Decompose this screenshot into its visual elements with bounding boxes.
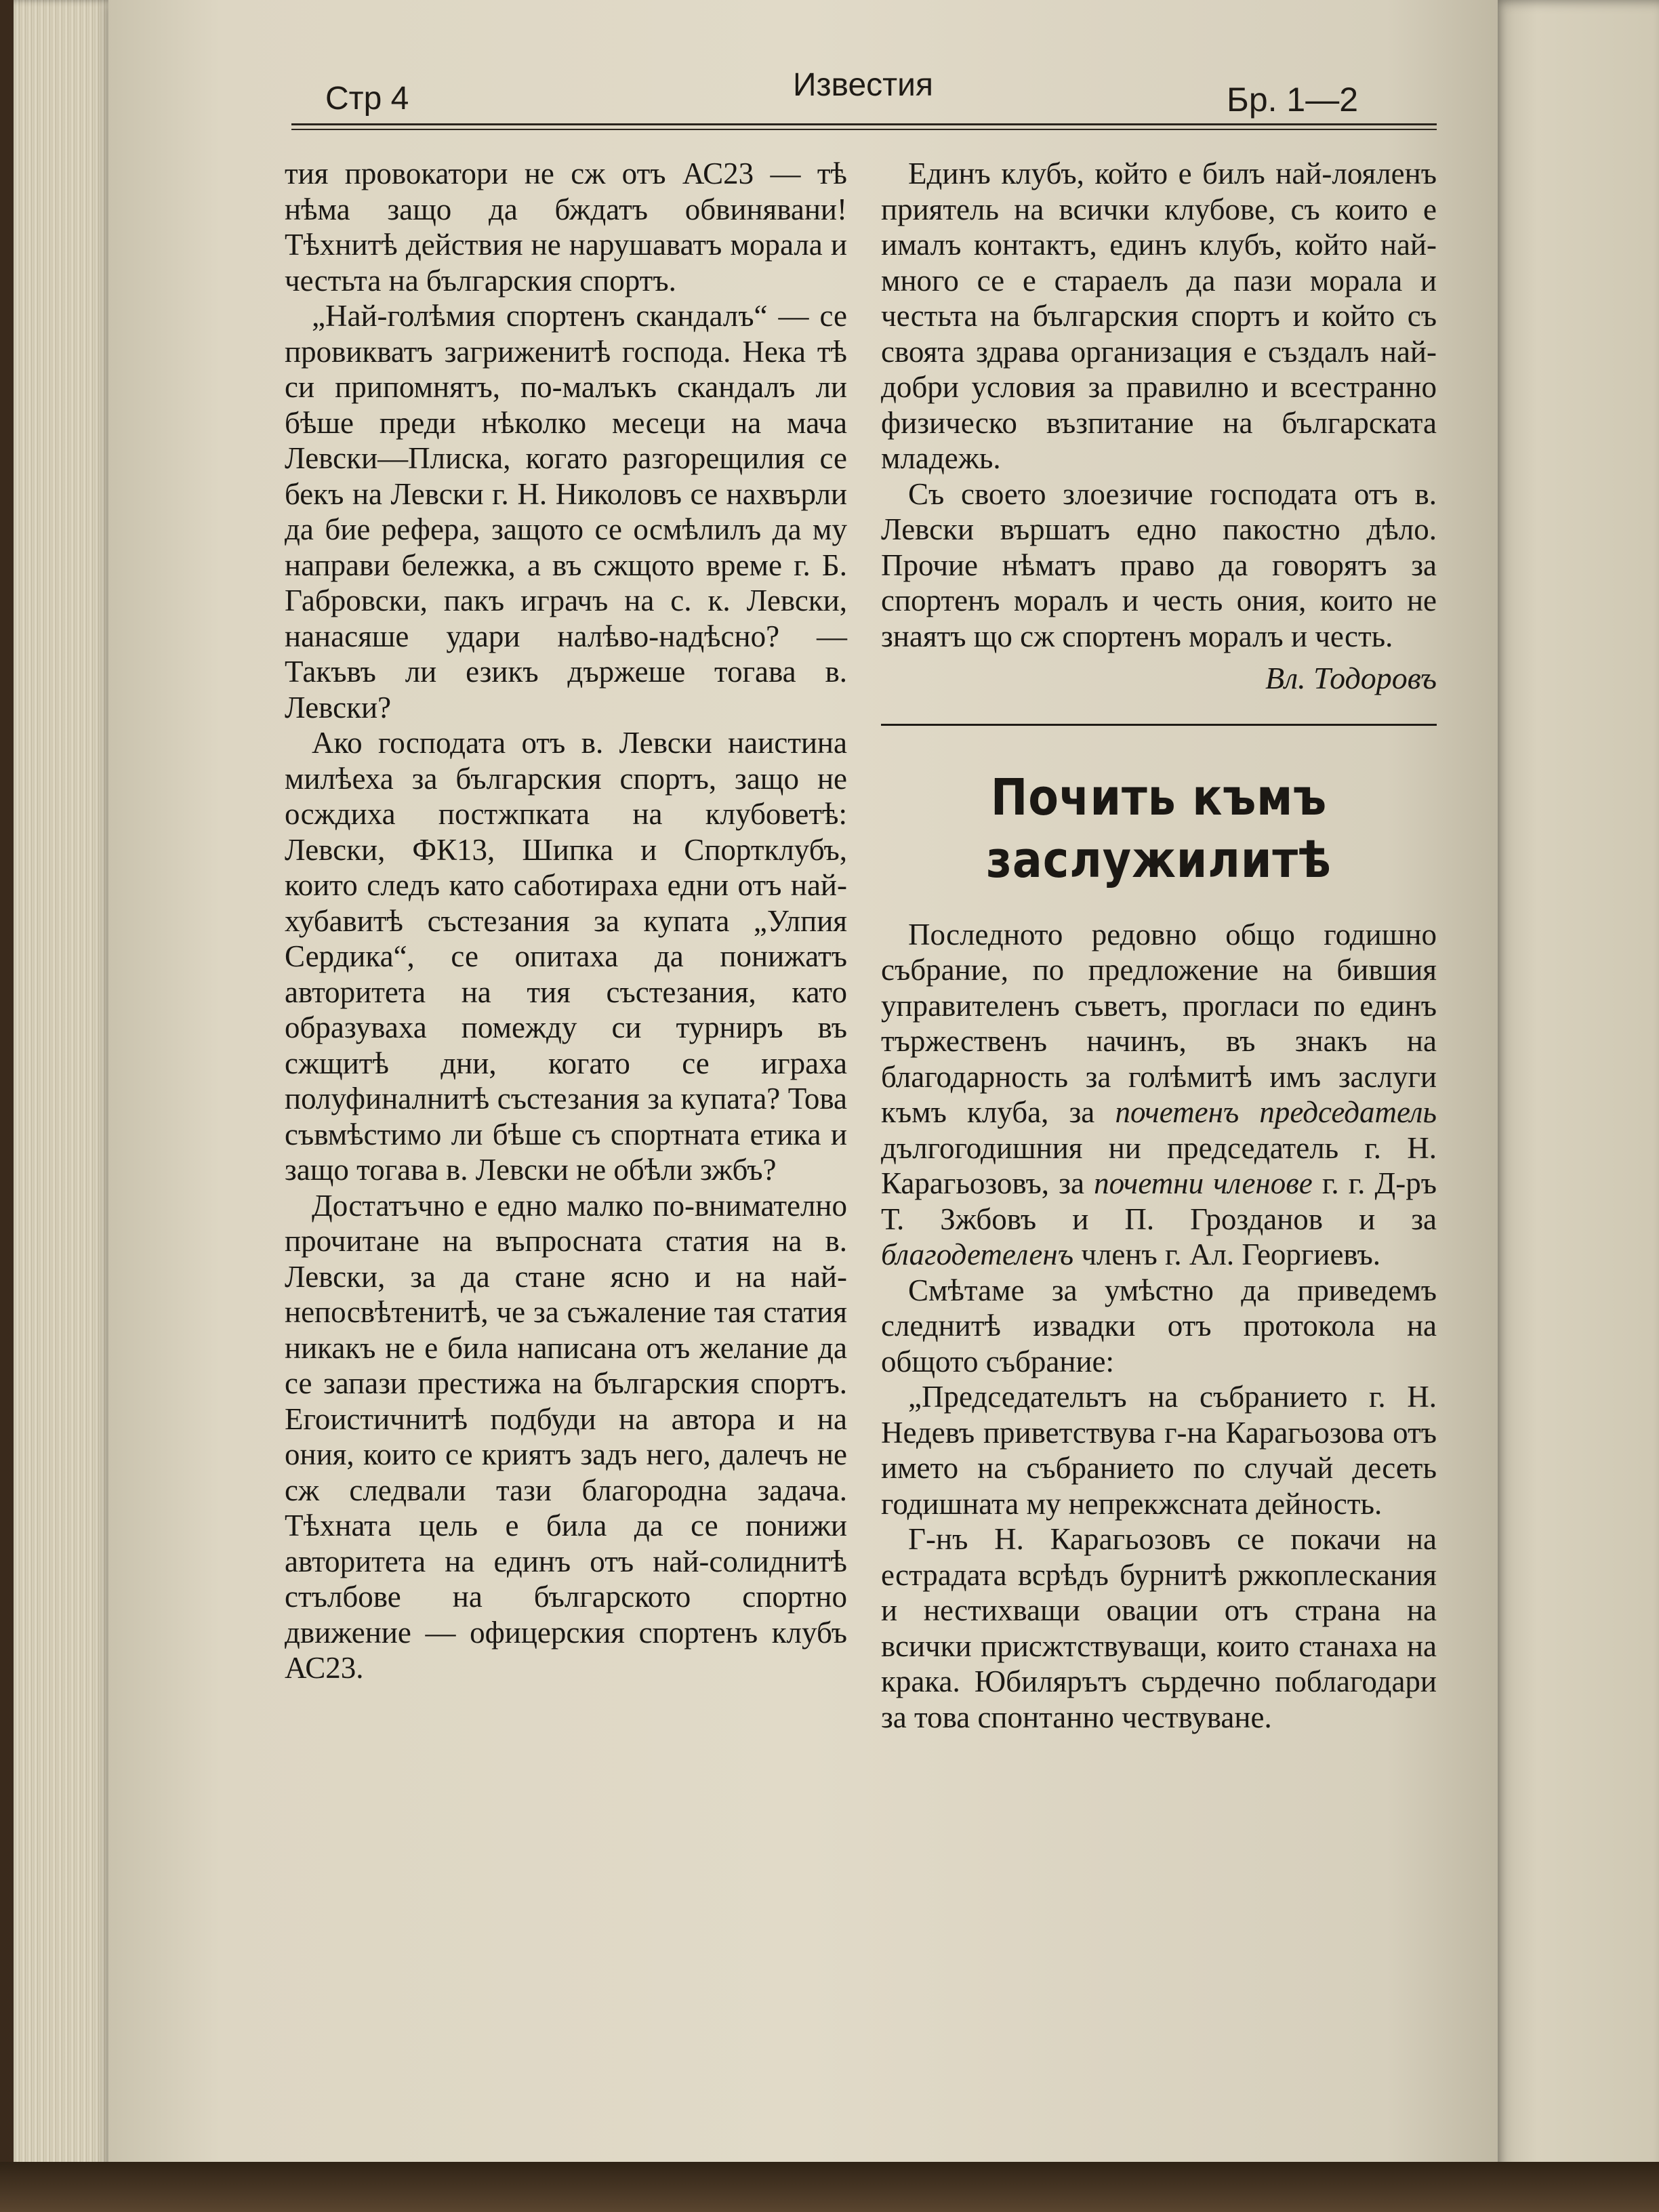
emphasis: благодетеленъ	[881, 1237, 1074, 1271]
paragraph	[881, 917, 1437, 1273]
adjacent-page	[1484, 0, 1659, 2212]
emphasis: почетенъ председатель	[1115, 1095, 1437, 1129]
paragraph: Достатъчно е едно малко по-внимателно прочитане на въпросната статия на в. Левски, за да стане ясно и на най-непосвѣтенитѣ, че за съжаление тая статия никакъ не е била написана отъ желание да се запази престижа на българския спортъ. Егоистичнитѣ подбуди на автора и на ония, които се криятъ задъ него, далечъ не сж следвали тази благородна задача. Тѣхната цель е била да се понижи авторитета на единъ отъ най-солиднитѣ стълбове на българското спортно движение — офицерския спортенъ клубъ АС23.	[285, 1188, 847, 1685]
paragraph: Съ своето злоезичие господата отъ в. Левски вършатъ едно пакостно дѣло. Прочие нѣматъ право да говорятъ за спортенъ моралъ и честь ония, които не знаятъ що сж спортенъ моралъ и честь.	[881, 476, 1437, 653]
article-title: Почить къмъ заслужилитѣ	[986, 768, 1332, 889]
header-rule-secondary	[291, 129, 1437, 130]
text-run: членъ г. Ал. Георгиевъ.	[1073, 1237, 1381, 1271]
page-number: Стр 4	[325, 81, 409, 117]
text-run: дългогодишния ни председатель г. Н. Карагьозовъ, за	[881, 1130, 1437, 1200]
left-column	[285, 156, 847, 1686]
paragraph: Смѣтаме за умѣстно да приведемъ следнитѣ извадки отъ протокола на общото събрание:	[881, 1273, 1437, 1378]
paragraph: „Най-голѣмия спортенъ скандалъ“ — се провикватъ загриженитѣ господа. Нека тѣ си припомнятъ, по-малъкъ скандалъ ли бѣше преди нѣколко месеци на мача Левски—Плиска, когато разгорещилия се бекъ на Левски г. Н. Николовъ се нахвърли да бие рефера, защото се осмѣлилъ да му направи бележка, а въ сжщото време г. Б. Габровски, пакъ играчъ на с. к. Левски, нанасяше удари налѣво-надѣсно? — Такъвъ ли езикъ държеше тогава в. Левски?	[285, 299, 847, 724]
page-header	[291, 61, 1430, 122]
article-divider	[881, 724, 1437, 726]
paragraph: Ако господата отъ в. Левски наистина милѣеха за българския спортъ, защо не осждиха постжпката на клубоветѣ: Левски, ФК13, Шипка и Спортклубъ, които следъ като саботираха едни отъ най-хубавитѣ състезания за купата „Улпия Сердика“, се опитаха да понижатъ авторитета на тия състезания, като образуваха помежду си турниръ въ сжщитѣ дни, когато се играха полуфиналнитѣ състезания за купата? Това съвмѣстимо ли бѣше съ спортната етика и защо тогава в. Левски не обѣли зжбъ?	[285, 726, 847, 1187]
header-rule	[291, 123, 1437, 125]
issue-number: Бр. 1—2	[1227, 81, 1359, 119]
author-signature: Вл. Тодоровъ	[1265, 661, 1437, 695]
emphasis: почетни членове	[1094, 1166, 1313, 1200]
text-run: г. г. Д-ръ Т. Зжбовъ и П. Грозданов и за	[881, 1166, 1437, 1236]
paragraph: „Председательтъ на събранието г. Н. Недевъ приветствува г-на Карагьозова отъ името на събранието по случай десеть годишната му непрекжснатa дейность.	[881, 1380, 1437, 1521]
table-edge	[0, 2162, 1659, 2212]
paragraph: Г-нъ Н. Карагьозовъ се покачи на естрадата всрѣдъ бурнитѣ ржкоплескания и нестихващи овации отъ страна на всички присжтствуващи, които станаха на крака. Юбилярътъ сърдечно поблагодари за това спонтанно чествуване.	[881, 1522, 1437, 1734]
text-run: Последното редовно общо годишно събрание, по предложение на бившия управителенъ съветъ, прогласи по единъ тържественъ начинъ, въ знакъ на благодарность за голѣмитѣ имъ заслуги къмъ клуба, за	[881, 917, 1437, 1129]
paragraph: Единъ клубъ, който е билъ най-лояленъ приятель на всички клубове, съ които е ималъ контактъ, единъ клубъ, който най-много се е стараелъ да пази морала и честьта на българския спортъ и който съ своята здрава организация е създалъ най-добри условия за правилно и всестранно физическо възпитание на българската младежь.	[881, 157, 1437, 475]
paragraph: тия провокатори не сж отъ АС23 — тѣ нѣма защо да бждатъ обвинявани! Тѣхнитѣ действия не нарушаватъ морала и честьта на българския спортъ.	[285, 157, 847, 298]
publication-title: Известия	[793, 67, 933, 103]
right-column	[881, 156, 1437, 1735]
